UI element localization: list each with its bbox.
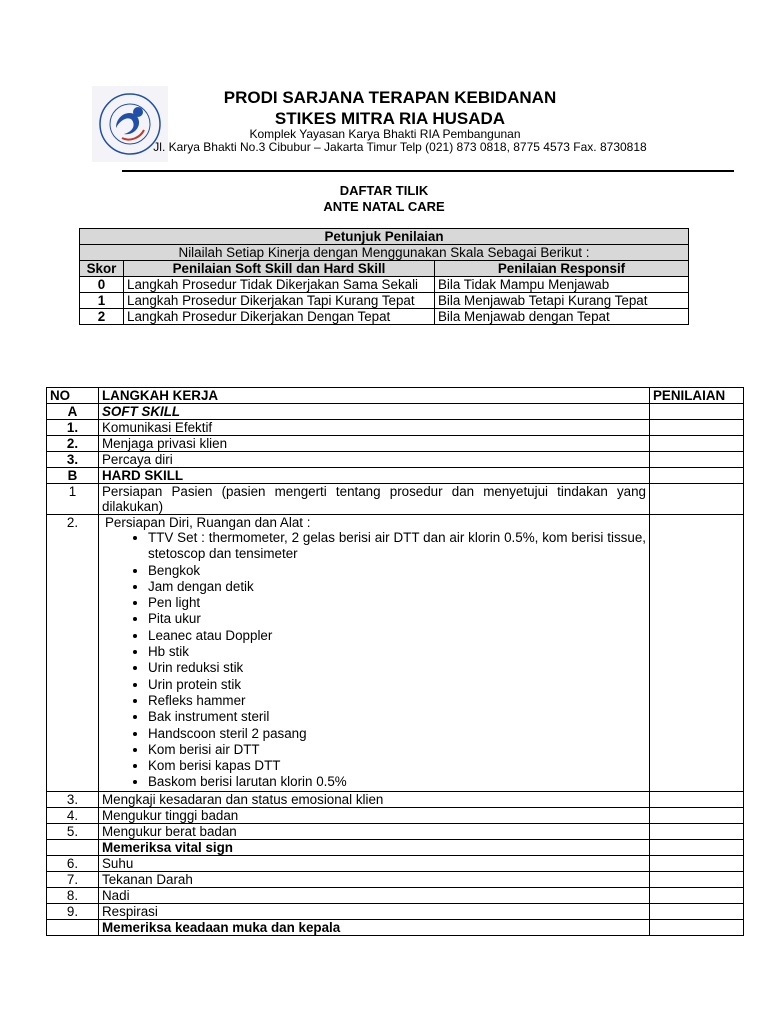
step-number: 5. (47, 823, 99, 839)
step-number: 2. (47, 515, 99, 792)
institution-address: Jl. Karya Bhakti No.3 Cibubur – Jakarta Timur Telp (021) 873 0818, 8775 4573 Fax. 8730818 (153, 140, 647, 154)
step-text: Suhu (99, 855, 650, 871)
skill-description: Langkah Prosedur Dikerjakan Dengan Tepat (124, 309, 435, 325)
institution-name: PRODI SARJANA TERAPAN KEBIDANAN (223, 88, 557, 107)
step-number: 1 (47, 484, 99, 515)
step-text: Persiapan Pasien (pasien mengerti tentang prosedur dan menyetujui tindakan yang dilakukan) (99, 484, 650, 515)
table-row (80, 293, 689, 309)
header-divider (122, 170, 734, 172)
equipment-list (102, 530, 646, 791)
assessment-cell[interactable] (650, 404, 744, 420)
checklist-header-row (47, 388, 744, 404)
list-item: • Handscoon steril 2 pasang (148, 726, 646, 742)
assessment-cell[interactable] (650, 436, 744, 452)
checklist-table (46, 387, 744, 936)
column-header-step: LANGKAH KERJA (99, 388, 650, 404)
document-subtitle: ANTE NATAL CARE (323, 199, 445, 214)
assessment-cell[interactable] (650, 839, 744, 855)
list-item: • Pita ukur (148, 611, 646, 627)
list-item: • Kom berisi kapas DTT (148, 758, 646, 774)
step-text: Persiapan Diri, Ruangan dan Alat : (105, 515, 311, 530)
assessment-cell[interactable] (650, 823, 744, 839)
step-number: 2. (47, 436, 99, 452)
scoring-guide-table (79, 228, 689, 325)
institution-subname: STIKES MITRA RIA HUSADA (274, 109, 506, 128)
table-row (47, 515, 744, 792)
table-row (47, 484, 744, 515)
assessment-cell[interactable] (650, 919, 744, 935)
score-value: 0 (80, 277, 124, 293)
list-item: • Urin reduksi stik (148, 660, 646, 676)
step-text: Komunikasi Efektif (99, 420, 650, 436)
list-item: • Pen light (148, 595, 646, 611)
assessment-cell[interactable] (650, 871, 744, 887)
section-label: SOFT SKILL (99, 404, 650, 420)
table-row (47, 436, 744, 452)
step-content (99, 515, 650, 792)
column-header-no: NO (47, 388, 99, 404)
column-header-skill: Penilaian Soft Skill dan Hard Skill (124, 261, 435, 277)
section-row-soft-skill (47, 404, 744, 420)
assessment-cell[interactable] (650, 791, 744, 807)
step-text: Respirasi (99, 903, 650, 919)
step-text: Mengukur berat badan (99, 823, 650, 839)
column-header-assessment: PENILAIAN (650, 388, 744, 404)
subsection-label: Memeriksa keadaan muka dan kepala (99, 919, 650, 935)
responsive-description: Bila Tidak Mampu Menjawab (435, 277, 689, 293)
step-text: Nadi (99, 887, 650, 903)
step-number: 6. (47, 855, 99, 871)
list-item: • Bengkok (148, 563, 646, 579)
scoring-heading-row (80, 229, 689, 245)
column-header-score: Skor (80, 261, 124, 277)
document-title: DAFTAR TILIK (339, 183, 429, 198)
step-text: Mengkaji kesadaran dan status emosional klien (99, 791, 650, 807)
step-text: Tekanan Darah (99, 871, 650, 887)
scoring-instruction: Nilailah Setiap Kinerja dengan Menggunakan Skala Sebagai Berikut : (80, 245, 689, 261)
table-row (47, 420, 744, 436)
step-text: Menjaga privasi klien (99, 436, 650, 452)
assessment-cell[interactable] (650, 484, 744, 515)
table-row (47, 791, 744, 807)
empty-number-cell (47, 839, 99, 855)
step-number: 3. (47, 791, 99, 807)
step-number: 4. (47, 807, 99, 823)
scoring-header-row (80, 261, 689, 277)
table-row (47, 452, 744, 468)
assessment-cell[interactable] (650, 887, 744, 903)
empty-number-cell (47, 919, 99, 935)
table-row (80, 309, 689, 325)
column-header-responsive: Penilaian Responsif (435, 261, 689, 277)
table-row (47, 903, 744, 919)
list-item: • Hb stik (148, 644, 646, 660)
list-item: • Baskom berisi larutan klorin 0.5% (148, 774, 646, 790)
skill-description: Langkah Prosedur Dikerjakan Tapi Kurang Tepat (124, 293, 435, 309)
score-value: 2 (80, 309, 124, 325)
step-number: 8. (47, 887, 99, 903)
assessment-cell[interactable] (650, 452, 744, 468)
assessment-cell[interactable] (650, 420, 744, 436)
step-number: 9. (47, 903, 99, 919)
section-row-hard-skill (47, 468, 744, 484)
scoring-instruction-row (80, 245, 689, 261)
table-row (80, 277, 689, 293)
table-row (47, 807, 744, 823)
list-item: • TTV Set : thermometer, 2 gelas berisi air DTT dan air klorin 0.5%, kom berisi tissue, stetoscop dan tensimeter (148, 530, 646, 563)
section-letter: B (47, 468, 99, 484)
table-row (47, 855, 744, 871)
section-label: HARD SKILL (99, 468, 650, 484)
responsive-description: Bila Menjawab Tetapi Kurang Tepat (435, 293, 689, 309)
section-letter: A (47, 404, 99, 420)
scoring-heading: Petunjuk Penilaian (80, 229, 689, 245)
table-row (47, 823, 744, 839)
step-text: Percaya diri (99, 452, 650, 468)
responsive-description: Bila Menjawab dengan Tepat (435, 309, 689, 325)
assessment-cell[interactable] (650, 855, 744, 871)
list-item: • Urin protein stik (148, 677, 646, 693)
table-row (47, 871, 744, 887)
subsection-row-vital-sign (47, 839, 744, 855)
score-value: 1 (80, 293, 124, 309)
step-number: 3. (47, 452, 99, 468)
step-number: 7. (47, 871, 99, 887)
step-text: Mengukur tinggi badan (99, 807, 650, 823)
assessment-cell[interactable] (650, 515, 744, 792)
assessment-cell[interactable] (650, 468, 744, 484)
list-item: • Leanec atau Doppler (148, 628, 646, 644)
institution-subtitle: Komplek Yayasan Karya Bhakti RIA Pembangunan (249, 127, 521, 141)
subsection-label: Memeriksa vital sign (99, 839, 650, 855)
assessment-cell[interactable] (650, 903, 744, 919)
list-item: • Bak instrument steril (148, 709, 646, 725)
list-item: • Refleks hammer (148, 693, 646, 709)
skill-description: Langkah Prosedur Tidak Dikerjakan Sama Sekali (124, 277, 435, 293)
list-item: • Jam dengan detik (148, 579, 646, 595)
step-number: 1. (47, 420, 99, 436)
subsection-row-face-head (47, 919, 744, 935)
list-item: • Kom berisi air DTT (148, 742, 646, 758)
assessment-cell[interactable] (650, 807, 744, 823)
table-row (47, 887, 744, 903)
